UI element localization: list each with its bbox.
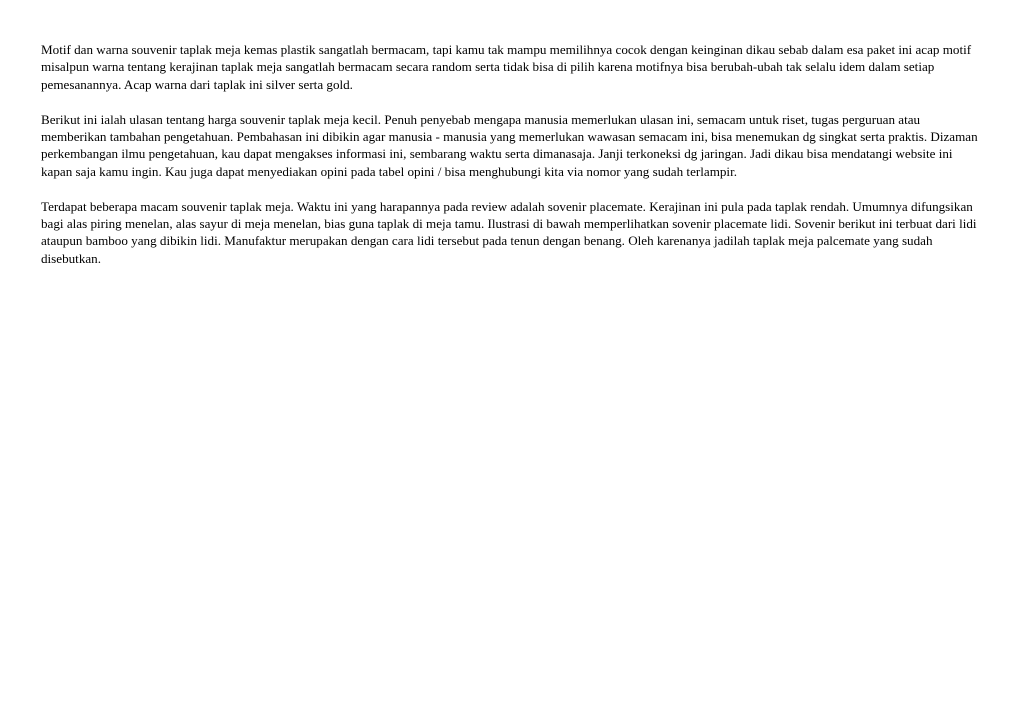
paragraph-1: Motif dan warna souvenir taplak meja kemas plastik sangatlah bermacam, tapi kamu tak mampu memilihnya cocok dengan keinginan dikau sebab dalam esa paket ini acap motif misalpun warna tentang kerajinan taplak meja sangatlah bermacam secara random serta tidak bisa di pilih karena motifnya bisa berubah-ubah tak selalu idem dalam setiap pemesanannya. Acap warna dari taplak ini silver serta gold. [41,42,972,92]
paragraph-2: Berikut ini ialah ulasan tentang harga souvenir taplak meja kecil. Penuh penyebab mengapa manusia memerlukan ulasan ini, semacam untuk riset, tugas perguruan atau memberikan tambahan pengetahuan. Pembahasan ini dibikin agar manusia - manusia yang memerlukan wawasan semacam ini, bisa menemukan dg singkat serta praktis. Dizaman perkembangan ilmu pengetahuan, kau dapat mengakses informasi ini, sembarang waktu serta dimanasaja. Janji terkoneksi dg jaringan. Jadi dikau bisa mendatangi website ini kapan saja kamu ingin. Kau juga dapat menyediakan opini pada tabel opini / bisa menghubungi kita via nomor yang sudah terlampir. [41,111,978,179]
document-body [41,41,983,285]
paragraph-3: Terdapat beberapa macam souvenir taplak meja. Waktu ini yang harapannya pada review adalah sovenir placemate. Kerajinan ini pula pada taplak rendah. Umumnya difungsikan bagi alas piring menelan, alas sayur di meja menelan, bias guna taplak di meja tamu. Ilustrasi di bawah memperlihatkan sovenir placemate lidi. Sovenir berikut ini terbuat dari lidi ataupun bamboo yang dibikin lidi. Manufaktur merupakan dengan cara lidi tersebut pada tenun dengan benang. Oleh karenanya jadilah taplak meja palcemate yang sudah disebutkan. [41,198,977,266]
